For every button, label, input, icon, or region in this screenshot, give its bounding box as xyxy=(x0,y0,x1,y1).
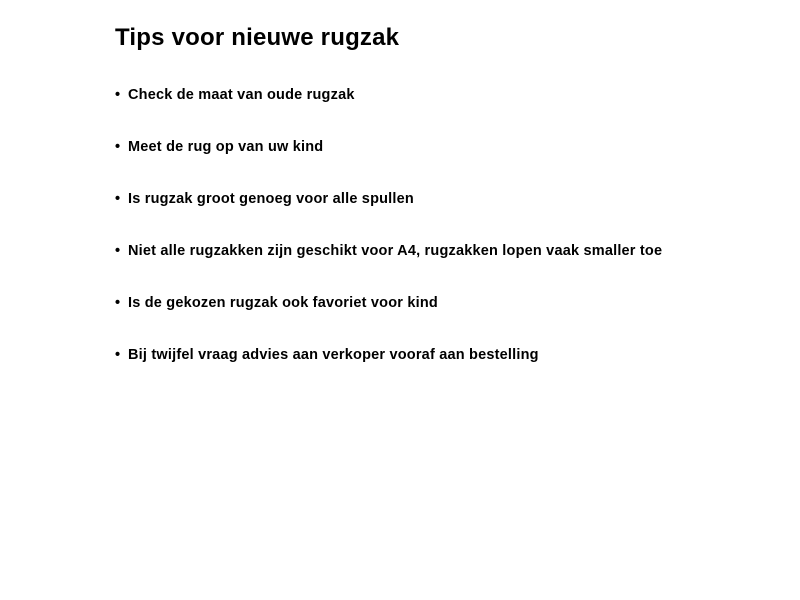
bullet-marker: • xyxy=(115,243,121,259)
page-title: Tips voor nieuwe rugzak xyxy=(115,24,400,51)
bullet-item xyxy=(115,191,780,207)
bullet-item xyxy=(115,87,780,103)
bullet-marker: • xyxy=(115,87,121,103)
bullet-item xyxy=(115,347,780,363)
bullet-list xyxy=(115,87,780,399)
bullet-item xyxy=(115,139,780,155)
bullet-item xyxy=(115,295,780,311)
bullet-item xyxy=(115,243,780,259)
bullet-text: Is de gekozen rugzak ook favoriet voor kind xyxy=(128,295,438,311)
bullet-marker: • xyxy=(115,347,121,363)
bullet-marker: • xyxy=(115,295,121,311)
bullet-text: Niet alle rugzakken zijn geschikt voor A4, rugzakken lopen vaak smaller toe xyxy=(128,243,663,259)
bullet-text: Meet de rug op van uw kind xyxy=(128,139,324,155)
bullet-text: Is rugzak groot genoeg voor alle spullen xyxy=(128,191,414,207)
bullet-text: Bij twijfel vraag advies aan verkoper vooraf aan bestelling xyxy=(128,347,539,363)
bullet-text: Check de maat van oude rugzak xyxy=(128,87,355,103)
bullet-marker: • xyxy=(115,139,121,155)
bullet-marker: • xyxy=(115,191,121,207)
